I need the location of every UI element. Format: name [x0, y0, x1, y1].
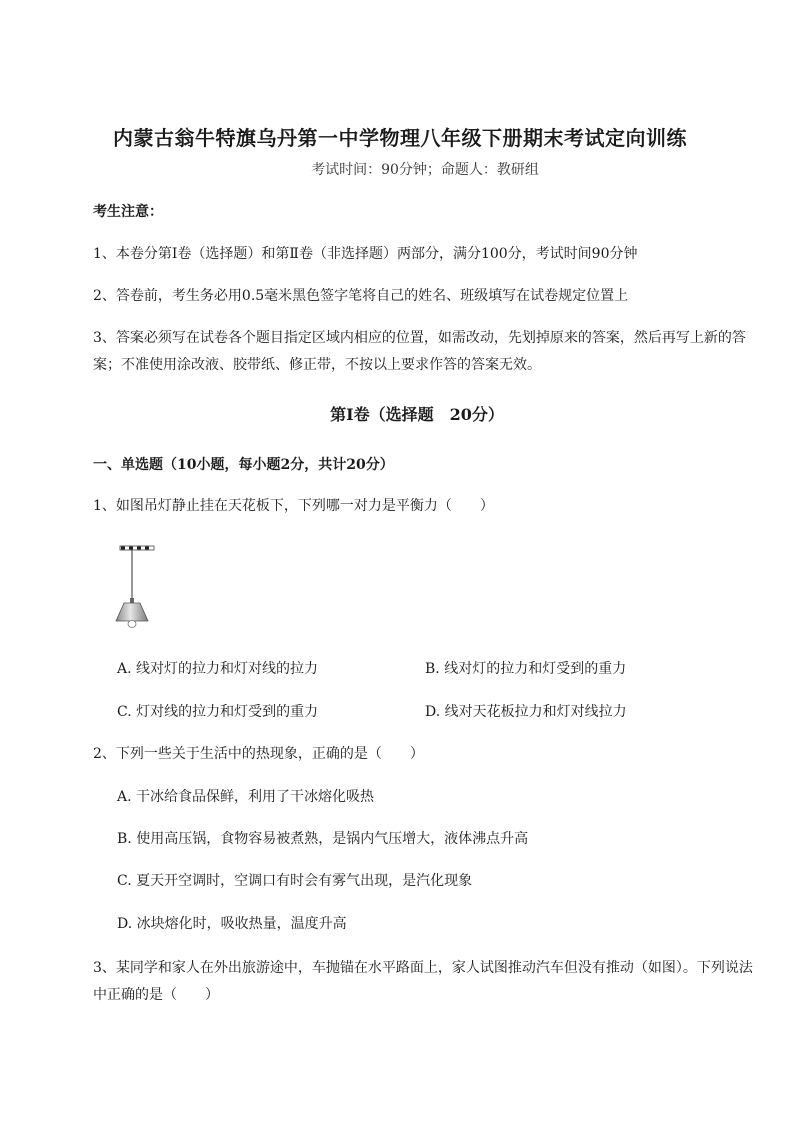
q2-option-b: B. 使用高压锅，食物容易被煮熟，是锅内气压增大，液体沸点升高 — [117, 831, 529, 847]
q2-option-a: A. 干冰给食品保鲜，利用了干冰熔化吸热 — [117, 789, 375, 805]
q1-option-a: A. 线对灯的拉力和灯对线的拉力 — [117, 661, 319, 677]
lamp-cap — [130, 598, 134, 603]
part-heading: 一、单选题（10小题，每小题2分，共计20分） — [93, 457, 394, 473]
q2-option-d: D. 冰块熔化时，吸收热量，温度升高 — [117, 916, 347, 932]
q2-option-c: C. 夏天开空调时，空调口有时会有雾气出现，是汽化现象 — [117, 873, 473, 889]
notice-heading: 考生注意： — [93, 204, 163, 220]
page-title: 内蒙古翁牛特旗乌丹第一中学物理八年级下册期末考试定向训练 — [113, 126, 687, 150]
section-title: 第Ⅰ卷（选择题 20分） — [330, 405, 504, 424]
exam-info: 考试时间：90分钟；命题人：教研组 — [311, 162, 539, 178]
q1-option-c: C. 灯对线的拉力和灯受到的重力 — [117, 704, 319, 720]
q1-option-d: D. 线对天花板拉力和灯对线拉力 — [425, 704, 627, 720]
hanging-lamp-figure — [112, 544, 162, 634]
question-2-stem: 2、下列一些关于生活中的热现象，正确的是（ ） — [93, 746, 424, 762]
q1-option-b: B. 线对灯的拉力和灯受到的重力 — [425, 661, 627, 677]
notice-item-1: 1、本卷分第Ⅰ卷（选择题）和第Ⅱ卷（非选择题）两部分，满分100分，考试时间90分钟 — [93, 246, 638, 262]
lamp-bulb — [128, 621, 136, 628]
question-3-stem: 3、某同学和家人在外出旅游途中，车抛锚在水平路面上，家人试图推动汽车但没有推动（如图）。下列说法中正确的是（ ） — [93, 960, 753, 1003]
notice-item-3: 3、答案必须写在试卷各个题目指定区域内相应的位置，如需改动，先划掉原来的答案，然后再写上新的答案；不准使用涂改液、胶带纸、修正带，不按以上要求作答的答案无效。 — [93, 330, 746, 373]
notice-item-2: 2、答卷前，考生务必用0.5毫米黑色签字笔将自己的姓名、班级填写在试卷规定位置上 — [93, 288, 629, 304]
ceiling-mount — [120, 546, 154, 550]
lamp-shade — [116, 603, 148, 621]
question-1-stem: 1、如图吊灯静止挂在天花板下，下列哪一对力是平衡力（ ） — [93, 498, 494, 514]
